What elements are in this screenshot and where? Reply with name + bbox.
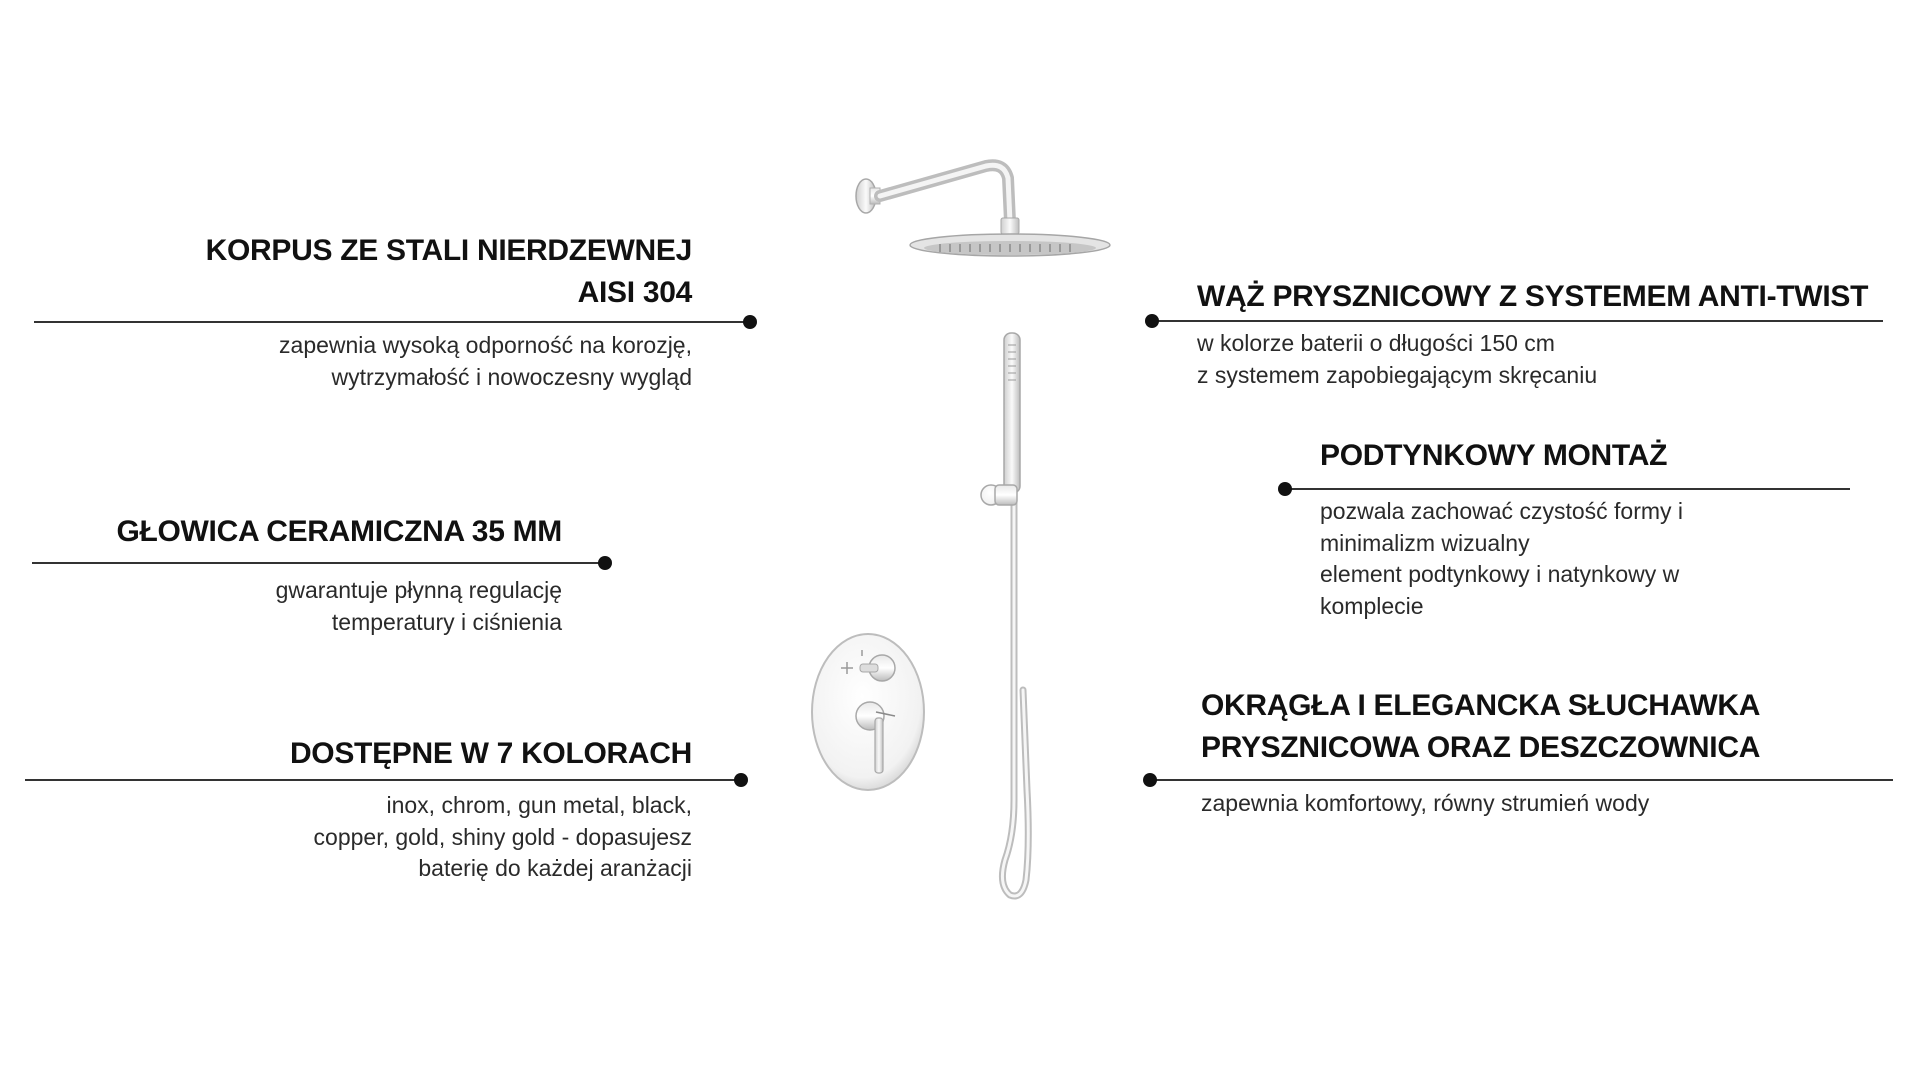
feature-korpus-desc: zapewnia wysoką odporność na korozję, wytrzymałość i nowoczesny wygląd (279, 332, 692, 390)
feature-montaz-title: PODTYNKOWY MONTAŻ (1320, 439, 1668, 472)
feature-waz-desc: w kolorze baterii o długości 150 cm z systemem zapobiegającym skręcaniu (1197, 330, 1598, 388)
feature-kolory-title: DOSTĘPNE W 7 KOLORACH (289, 737, 692, 770)
feature-korpus-title: KORPUS ZE STALI NIERDZEWNEJ AISI 304 (205, 234, 692, 309)
feature-sluchawka-desc: zapewnia komfortowy, równy strumień wody (1201, 790, 1650, 816)
hand-shower (981, 333, 1028, 896)
rain-shower-head (856, 165, 1110, 256)
feature-kolory-desc: inox, chrom, gun metal, black, copper, gold, shiny gold - dopasujesz baterię do każdej aranżacji (313, 792, 692, 881)
feature-montaz-desc: pozwala zachować czystość formy i minimalizm wizualny element podtynkowy i natynkowy w komplecie (1320, 498, 1684, 619)
feature-waz-title: WĄŻ PRYSZNICOWY Z SYSTEMEM ANTI-TWIST (1197, 280, 1869, 313)
feature-sluchawka-title: OKRĄGŁA I ELEGANCKA SŁUCHAWKA PRYSZNICOWA ORAZ DESZCZOWNICA (1201, 689, 1761, 764)
feature-glowica-desc: gwarantuje płynną regulację temperatury i ciśnienia (275, 577, 562, 635)
mixer-plate (812, 634, 924, 790)
feature-glowica-title: GŁOWICA CERAMICZNA 35 MM (116, 515, 562, 548)
